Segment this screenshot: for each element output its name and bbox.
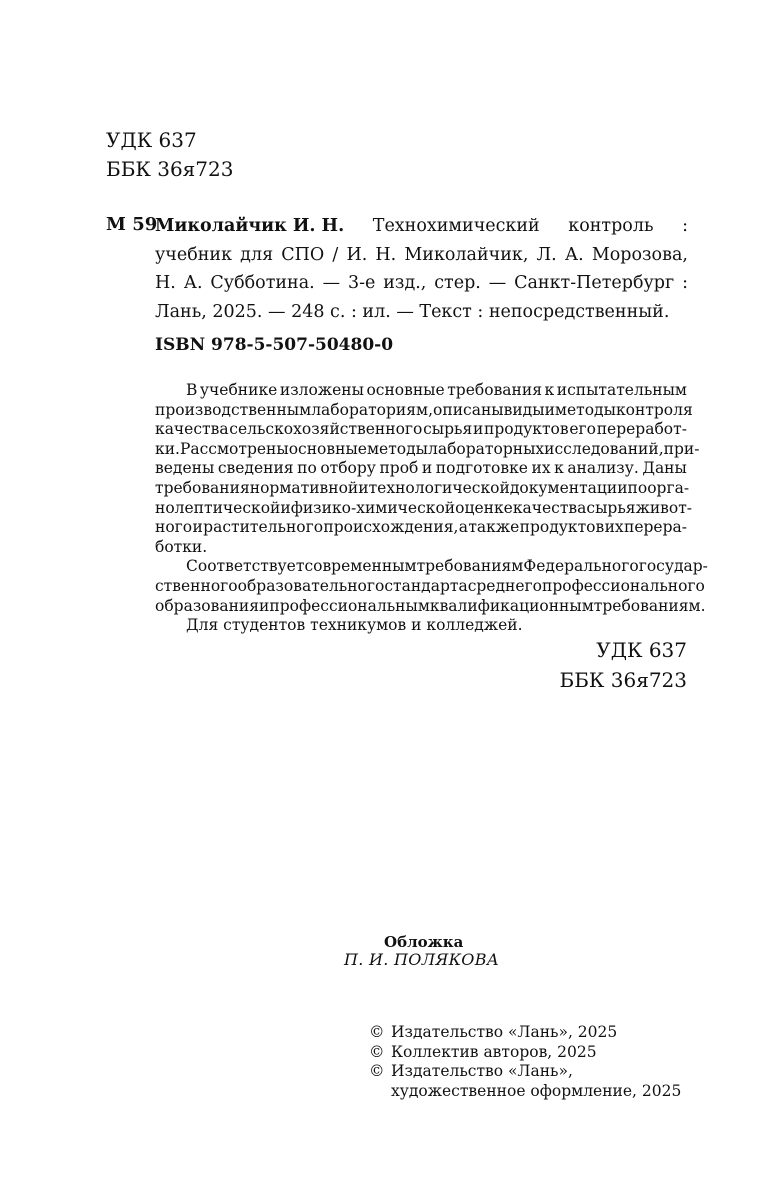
- abstract-line: требования нормативной и технологической документации по орга-: [155, 478, 690, 497]
- copyright-icon: ©: [369, 1042, 385, 1061]
- abstract-line: производственным лабораториям, описаны виды и методы контроля: [155, 400, 693, 419]
- abstract-line: ботки.: [155, 537, 208, 556]
- abstract-line: ведены сведения по отбору проб и подготовке их к анализу. Даны: [155, 459, 687, 478]
- abstract-line: Для студентов техникумов и колледжей.: [186, 616, 523, 635]
- abstract-line: образования и профессиональным квалификационным требованиям.: [155, 596, 706, 615]
- copyright-line: © Издательство «Лань», 2025: [369, 1023, 618, 1041]
- catalog-code: М 59: [106, 214, 158, 235]
- copyright-line: художественное оформление, 2025: [391, 1081, 682, 1100]
- bibliographic-record: [155, 212, 688, 326]
- bbk-bottom: ББК 36я723: [559, 668, 687, 692]
- abstract-line: Соответствует современным требованиям Федерального государ-: [186, 557, 708, 576]
- cover-label: Обложка: [384, 933, 464, 951]
- abstract-line: ки. Рассмотрены основные методы лабораторных исследований, при-: [155, 439, 700, 458]
- copyright-icon: ©: [369, 1023, 385, 1041]
- copyright-line: © Коллектив авторов, 2025: [369, 1042, 597, 1061]
- abstract-line: ного и растительного происхождения, а также продуктов их перера-: [155, 518, 687, 537]
- isbn: ISBN 978-5-507-50480-0: [155, 335, 394, 355]
- abstract-line: нолептической и физико-химической оценке качества сырья живот-: [155, 498, 693, 517]
- cover-artist: П. И. ПОЛЯКОВА: [344, 950, 500, 969]
- udk-bottom: УДК 637: [596, 638, 687, 662]
- abstract-line: качества сельскохозяйственного сырья и продуктов его переработ-: [155, 420, 687, 439]
- copyright-line: © Издательство «Лань»,: [369, 1062, 573, 1080]
- abstract-line: В учебнике изложены основные требования к испытательным: [186, 381, 687, 399]
- udk-top: УДК 637: [106, 128, 197, 152]
- bbk-top: ББК 36я723: [106, 157, 234, 181]
- copyright-icon: ©: [369, 1062, 385, 1080]
- abstract-line: ственного образовательного стандарта среднего профессионального: [155, 576, 705, 595]
- biblio-line-3: Н. А. Субботина. — 3-е изд., стер. — Санкт-Петербург :: [155, 273, 688, 293]
- copyright-block: [369, 1023, 681, 1101]
- biblio-line-4: Лань, 2025. — 248 с. : ил. — Текст : непосредственный.: [155, 301, 670, 322]
- author-name: Миколайчик И. Н.: [155, 216, 345, 236]
- abstract: [155, 381, 708, 636]
- biblio-line-2: учебник для СПО / И. Н. Миколайчик, Л. А. Морозова,: [155, 244, 688, 265]
- biblio-line-1: Миколайчик И. Н. Технохимический контроль :: [155, 212, 688, 241]
